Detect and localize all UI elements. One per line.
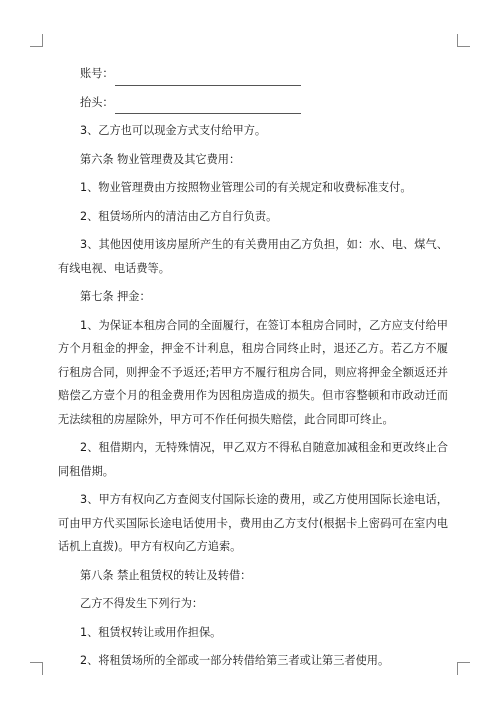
article-6-item-1: 1、物业管理费由方按照物业管理公司的有关规定和收费标准支付。 [80,181,412,194]
article-7-item-1: 1、为保证本租房合同的全面履行，在签订本租房合同时，乙方应支付给甲方个月租金的押金，押金不计利息，租房合同终止时，退还乙方。若乙方不履行租房合同，则押金不予返还;若甲方不履行租房合同，则应将押金全额返还并赔偿乙方壹个月的租金费用作为因租房造成的损失。但市容整顿和市政动迁而无法续租的房屋除外，甲方可不作任何损失赔偿，此合同即可终止。 [58,318,448,426]
crop-mark-top-right [457,34,470,47]
account-label: 账号： [80,67,114,80]
crop-mark-bottom-left [30,662,43,675]
header-field [80,91,448,115]
article-6-item-3: 3、其他因使用该房屋所产生的有关费用由乙方负担，如：水、电、煤气、有线电视、电话费等。 [58,238,448,275]
document-body [58,62,448,678]
article-7-item-2: 2、租借期内，无特殊情况，甲乙双方不得私自随意加减租金和更改终止合同租借期。 [58,441,448,478]
header-label: 抬头： [80,95,114,109]
header-blank-line [115,98,301,114]
article-7-item-3: 3、甲方有权向乙方查阅支付国际长途的费用，或乙方使用国际长途电话，可由甲方代买国际长途电话使用卡，费用由乙方支付(根据卡上密码可在室内电话机上直拨)。甲方有权向乙方追索。 [58,493,448,553]
crop-mark-bottom-right [457,662,470,675]
account-field [80,62,448,86]
article-8-item-2: 2、将租赁场所的全部或一部分转借给第三者或让第三者使用。 [80,654,390,667]
article-8-item-1: 1、租赁权转让或用作担保。 [80,625,222,639]
account-blank-line [115,70,301,86]
article-7-heading: 第七条 押金： [80,290,151,303]
crop-mark-top-left [30,34,43,47]
article-6-heading: 第六条 物业管理费及其它费用： [80,152,241,166]
clause-cash-payment: 3、乙方也可以现金方式支付给甲方。 [80,124,267,137]
article-8-heading: 第八条 禁止租赁权的转让及转借： [80,568,252,582]
article-8-intro: 乙方不得发生下列行为： [80,597,204,610]
article-6-item-2: 2、租赁场所内的清洁由乙方自行负责。 [80,209,278,223]
